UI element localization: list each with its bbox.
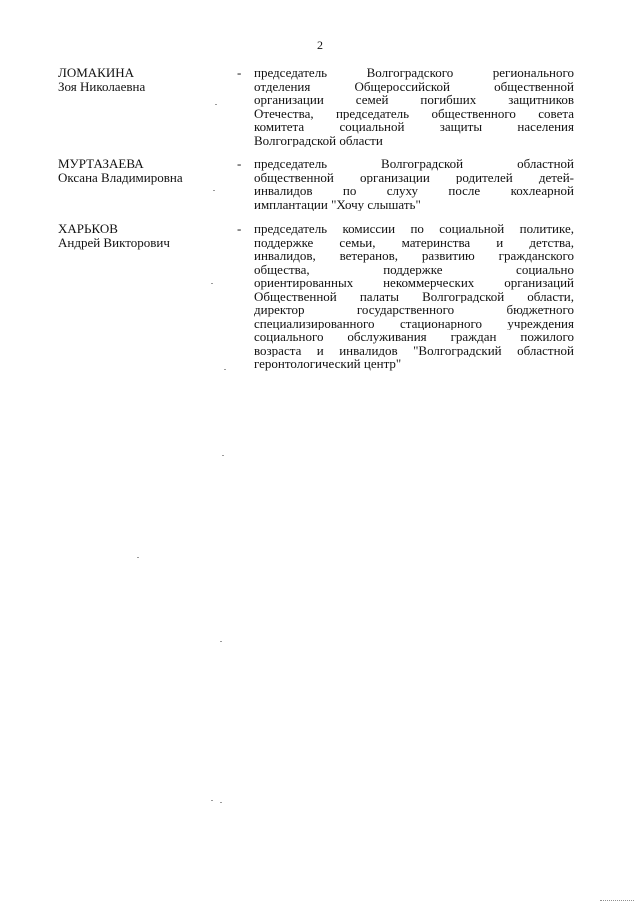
description-line: общества, поддержке социально <box>254 262 574 276</box>
description-line: директор государственного бюджетного <box>254 303 574 317</box>
description-line: отделения Общероссийской общественной <box>254 79 574 93</box>
separator-dash: - <box>237 221 242 236</box>
scan-speck <box>222 455 224 456</box>
description-line: организации семей погибших защитников <box>254 93 574 107</box>
member-surname: ЛОМАКИНА <box>58 65 134 80</box>
scan-corner-mark <box>600 899 634 901</box>
scan-speck <box>224 369 226 370</box>
member-given-names: Оксана Владимировна <box>58 170 183 185</box>
description-line: Волгоградской области <box>254 133 383 147</box>
page-number: 2 <box>317 38 323 52</box>
description-line: ориентированных некоммерческих организаций <box>254 276 574 290</box>
description-line: председатель Волгоградской областной <box>254 157 574 171</box>
scan-speck <box>215 104 217 105</box>
separator-dash: - <box>237 65 242 80</box>
description-line: инвалидов, ветеранов, развитию гражданского <box>254 249 574 263</box>
member-given-names: Андрей Викторович <box>58 235 170 250</box>
description-line: общественной организации родителей детей- <box>254 170 574 184</box>
description-line: геронтологический центр" <box>254 357 402 371</box>
separator-dash: - <box>237 156 242 171</box>
description-line: имплантации "Хочу слышать" <box>254 197 421 211</box>
member-description <box>254 222 574 371</box>
description-line: председатель Волгоградского регионального <box>254 66 574 80</box>
member-surname: ХАРЬКОВ <box>58 221 118 236</box>
member-name <box>58 157 233 185</box>
member-description <box>254 66 574 147</box>
scan-speck <box>211 800 213 801</box>
scan-speck <box>213 190 215 191</box>
scan-speck <box>220 802 222 803</box>
description-line: поддержке семьи, материнства и детства, <box>254 235 574 249</box>
description-line: комитета социальной защиты населения <box>254 120 574 134</box>
member-description <box>254 157 574 211</box>
member-name <box>58 66 233 94</box>
scan-speck <box>137 557 139 558</box>
description-line: Общественной палаты Волгоградской области, <box>254 289 574 303</box>
scan-speck <box>220 641 222 642</box>
member-surname: МУРТАЗАЕВА <box>58 156 144 171</box>
member-name <box>58 222 233 250</box>
description-line: Отечества, председатель общественного совета <box>254 106 574 120</box>
scan-speck <box>211 283 213 284</box>
description-line: социального обслуживания граждан пожилого <box>254 330 574 344</box>
description-line: инвалидов по слуху после кохлеарной <box>254 184 574 198</box>
description-line: председатель комиссии по социальной политике, <box>254 222 574 236</box>
description-line: специализированного стационарного учреждения <box>254 316 574 330</box>
member-given-names: Зоя Николаевна <box>58 79 146 94</box>
description-line: возраста и инвалидов "Волгоградский областной <box>254 343 574 357</box>
